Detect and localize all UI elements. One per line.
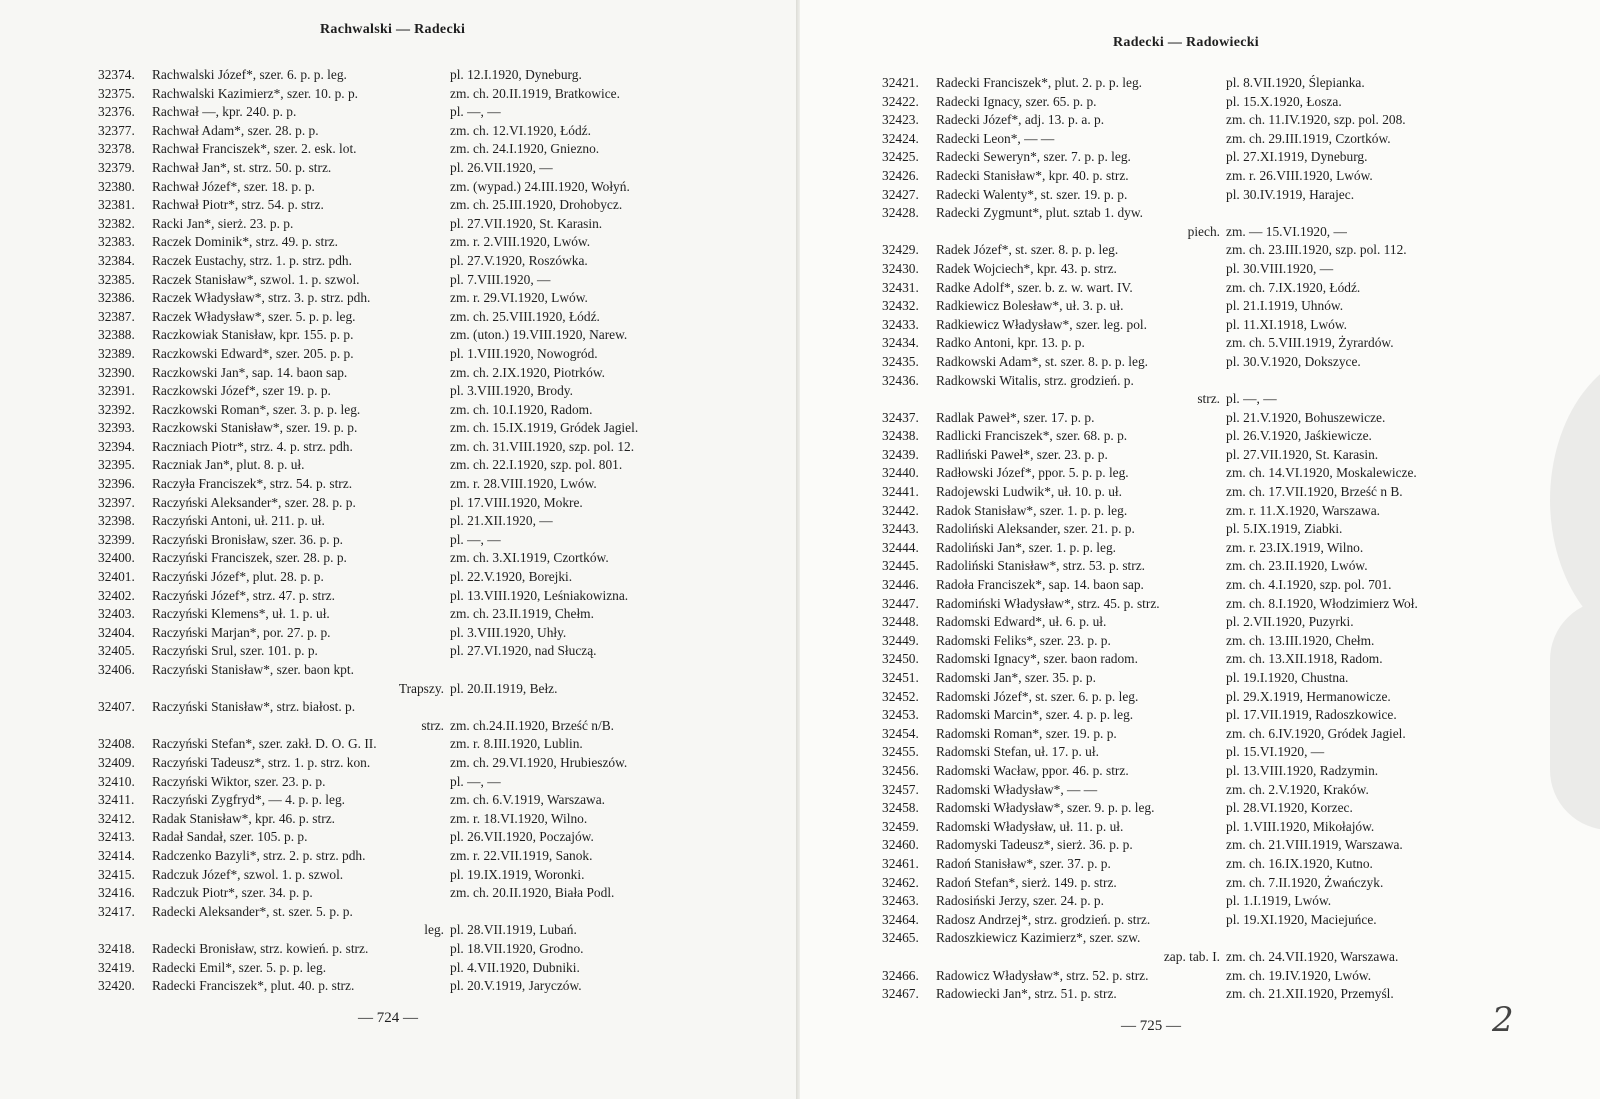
entry-number: 32418. (98, 940, 135, 956)
entry-fate: zm. ch. 7.II.1920, Żwańczyk. (1226, 874, 1384, 890)
entry-person: Radoła Franciszek*, sap. 14. baon sap. (936, 577, 1144, 593)
entry-person: Radomski Władysław*, szer. 9. p. p. leg. (936, 800, 1155, 816)
entry-fate: zm. ch. 15.IX.1919, Gródek Jagiel. (450, 420, 639, 436)
entry-person: Raczek Dominik*, strz. 49. p. strz. (152, 234, 338, 250)
entry-person: Radosz Andrzej*, strz. grodzień. p. strz. (936, 911, 1151, 927)
entry-fate: pl. 22.V.1920, Borejki. (450, 569, 573, 585)
entry-person: Raczkowiak Stanisław, kpr. 155. p. p. (152, 327, 354, 343)
entry-number: 32403. (98, 606, 135, 622)
entry-person: Radoliński Jan*, szer. 1. p. p. leg. (936, 539, 1117, 555)
entry-fate: zm. ch. 12.VI.1920, Łódź. (450, 122, 591, 138)
entry-person: Raczyński Stanisław*, strz. białost. p. (152, 699, 356, 715)
entry-number: 32438. (882, 428, 919, 444)
entry-fate: zm. ch. 23.II.1919, Chełm. (450, 606, 594, 622)
entry-person: Radoń Stanisław*, szer. 37. p. p. (936, 855, 1111, 871)
entry-person: Raczkowski Jan*, sap. 14. baon sap. (152, 364, 348, 380)
entry-fate: zm. ch. 20.II.1919, Bratkowice. (450, 85, 620, 101)
entry-fate: pl. —, — (450, 531, 501, 547)
entry-person: Radecki Franciszek*, plut. 2. p. p. leg. (936, 75, 1143, 90)
entry-fate: zm. ch. 14.VI.1920, Moskalewicze. (1226, 465, 1417, 481)
entry-number: 32391. (98, 383, 135, 399)
entry-fate: zm. r. 8.III.1920, Lublin. (450, 736, 583, 752)
entry-fate: zm. ch. 2.IX.1920, Piotrków. (450, 364, 605, 380)
watermark-stamp-icon (1460, 270, 1600, 830)
entry-person: Radkiewicz Bolesław*, uł. 3. p. uł. (936, 298, 1124, 314)
entry-person: Radomski Feliks*, szer. 23. p. p. (936, 632, 1111, 648)
entry-fate: pl. 26.VII.1920, — (450, 159, 553, 175)
entry-number: 32408. (98, 736, 135, 752)
entry-fate: zm. ch. 25.III.1920, Drohobycz. (450, 197, 623, 213)
entry-number: 32417. (98, 903, 135, 919)
entry-person: Raczyński Stefan*, szer. zakł. D. O. G. II. (152, 736, 377, 752)
entry-number: 32395. (98, 457, 135, 473)
entry-fate: pl. 19.I.1920, Chustna. (1226, 670, 1349, 685)
entry-number: 32449. (882, 632, 919, 648)
entry-number: 32394. (98, 438, 135, 454)
entry-number: 32413. (98, 829, 135, 845)
entry-number: 32435. (882, 353, 919, 369)
entry-person: Rachwał —, kpr. 240. p. p. (152, 104, 297, 120)
entry-number: 32460. (882, 837, 919, 853)
entry-number: 32422. (882, 93, 919, 109)
entry-continuation: strz. (1197, 391, 1220, 407)
entry-person: Radecki Seweryn*, szer. 7. p. p. leg. (936, 149, 1131, 165)
entry-number: 32398. (98, 513, 135, 529)
entry-fate: pl. 11.XI.1918, Lwów. (1226, 316, 1347, 332)
entry-fate: pl. —, — (1226, 391, 1277, 407)
entry-number: 32445. (882, 558, 919, 574)
entry-person: Radoń Stefan*, sierż. 149. p. strz. (936, 874, 1117, 890)
entry-person: Radomski Władysław, uł. 11. p. uł. (936, 818, 1124, 834)
entry-fate: pl. 21.XII.1920, — (450, 513, 553, 529)
entry-number: 32387. (98, 308, 135, 324)
entry-number: 32379. (98, 159, 135, 175)
entry-person: Radał Sandał, szer. 105. p. p. (152, 829, 308, 845)
entry-fate: zm. r. 11.X.1920, Warszawa. (1226, 502, 1380, 518)
entry-continuation: leg. (424, 922, 444, 938)
entry-fate: pl. 21.V.1920, Bohuszewicze. (1226, 409, 1386, 425)
entry-fate: pl. 27.V.1920, Roszówka. (450, 252, 588, 268)
entry-fate: pl. 28.VI.1920, Korzec. (1226, 800, 1353, 816)
entry-person: Radomski Józef*, st. szer. 6. p. p. leg. (936, 688, 1139, 704)
entry-fate: zm. r. 26.VIII.1920, Lwów. (1226, 167, 1373, 183)
entry-number: 32400. (98, 550, 135, 566)
entry-continuation: Trapszy. (398, 680, 444, 696)
entry-fate: pl. 1.VIII.1920, Mikołajów. (1226, 818, 1375, 834)
entry-person: Rachwał Jan*, st. strz. 50. p. strz. (152, 159, 332, 175)
entry-person: Raczek Eustachy, strz. 1. p. strz. pdh. (152, 252, 352, 268)
entry-fate: pl. 27.VI.1920, nad Słuczą. (450, 643, 597, 659)
entry-person: Radecki Walenty*, st. szer. 19. p. p. (936, 186, 1128, 202)
handwritten-mark: 2 (1492, 1000, 1514, 1040)
entry-person: Radecki Aleksander*, st. szer. 5. p. p. (152, 903, 353, 919)
entry-number: 32384. (98, 252, 135, 268)
entry-fate: pl. 15.VI.1920, — (1226, 744, 1325, 760)
entry-person: Radoliński Stanisław*, strz. 53. p. strz. (936, 558, 1146, 574)
entry-fate: pl. 27.VII.1920, St. Karasin. (1226, 446, 1379, 462)
entry-fate: pl. 13.VIII.1920, Leśniakowizna. (450, 587, 629, 603)
entry-person: Radecki Ignacy, szer. 65. p. p. (936, 93, 1097, 109)
entry-number: 32399. (98, 531, 135, 547)
entry-person: Radczenko Bazyli*, strz. 2. p. strz. pdh. (152, 847, 366, 863)
entry-number: 32448. (882, 614, 919, 630)
entry-number: 32397. (98, 494, 135, 510)
entry-person: Rachwał Franciszek*, szer. 2. esk. lot. (152, 141, 357, 157)
entry-number: 32442. (882, 502, 919, 518)
entry-person: Radlak Paweł*, szer. 17. p. p. (936, 409, 1095, 425)
entry-person: Raczek Władysław*, strz. 3. p. strz. pdh. (152, 290, 371, 306)
entry-fate: pl. 17.VII.1919, Radoszkowice. (1226, 707, 1397, 723)
entry-person: Raczkowski Roman*, szer. 3. p. p. leg. (152, 401, 361, 417)
entry-number: 32430. (882, 260, 919, 276)
entry-person: Racki Jan*, sierż. 23. p. p. (152, 215, 294, 231)
entry-number: 32433. (882, 316, 919, 332)
entry-fate: pl. 2.VII.1920, Puzyrki. (1226, 614, 1354, 630)
entry-number: 32467. (882, 986, 919, 1002)
entry-fate: pl. 1.I.1919, Lwów. (1226, 893, 1332, 909)
entry-number: 32465. (882, 930, 919, 946)
entry-person: Radecki Bronisław, strz. kowień. p. strz. (152, 940, 369, 956)
entry-number: 32451. (882, 670, 919, 685)
entry-number: 32441. (882, 484, 919, 500)
entry-fate: pl. 4.VII.1920, Dubniki. (450, 959, 580, 975)
entry-person: Radecki Emil*, szer. 5. p. p. leg. (152, 959, 327, 975)
entry-fate: pl. 30.VIII.1920, — (1226, 260, 1334, 276)
entry-fate: pl. 19.XI.1920, Maciejuńce. (1226, 911, 1377, 927)
entry-number: 32464. (882, 911, 919, 927)
entry-person: Radomski Roman*, szer. 19. p. p. (936, 725, 1117, 741)
entry-person: Radok Stanisław*, szer. 1. p. p. leg. (936, 502, 1128, 518)
entry-fate: pl. 17.VIII.1920, Mokre. (450, 494, 583, 510)
entry-number: 32446. (882, 577, 919, 593)
entry-person: Radłowski Józef*, ppor. 5. p. p. leg. (936, 465, 1129, 481)
page-number-left: — 724 — (358, 1010, 418, 1026)
running-head-left: Rachwalski — Radecki (320, 22, 466, 37)
entry-person: Radoszkiewicz Kazimierz*, szer. szw. (936, 930, 1141, 946)
entry-number: 32404. (98, 624, 135, 640)
entry-number: 32410. (98, 773, 135, 789)
entry-number: 32458. (882, 800, 919, 816)
entry-person: Radojewski Ludwik*, uł. 10. p. uł. (936, 484, 1122, 500)
entry-person: Raczyński Marjan*, por. 27. p. p. (152, 624, 331, 640)
entry-fate: zm. (uton.) 19.VIII.1920, Narew. (450, 327, 628, 343)
entry-number: 32402. (98, 587, 135, 603)
entry-person: Raczyński Józef*, plut. 28. p. p. (152, 569, 324, 585)
entry-number: 32374. (98, 67, 135, 82)
entry-person: Radecki Zygmunt*, plut. sztab 1. dyw. (936, 205, 1144, 221)
entry-fate: zm. r. 18.VI.1920, Wilno. (450, 810, 588, 826)
entry-number: 32457. (882, 781, 919, 797)
entry-number: 32406. (98, 662, 135, 677)
entry-number: 32447. (882, 595, 919, 611)
entry-person: Raczek Władysław*, szer. 5. p. p. leg. (152, 308, 356, 324)
entry-number: 32377. (98, 122, 135, 138)
entry-number: 32383. (98, 234, 135, 250)
entry-fate: pl. 30.IV.1919, Harajec. (1226, 186, 1355, 202)
entry-person: Raczyński Bronisław, szer. 36. p. p. (152, 531, 344, 547)
entry-number: 32393. (98, 420, 135, 436)
entry-person: Radczuk Józef*, szwol. 1. p. szwol. (152, 866, 344, 882)
entry-person: Raczyński Franciszek, szer. 28. p. p. (152, 550, 347, 566)
entry-fate: pl. 29.X.1919, Hermanowicze. (1226, 688, 1391, 704)
entry-number: 32407. (98, 699, 135, 715)
entry-number: 32381. (98, 197, 135, 213)
entry-number: 32423. (882, 112, 919, 128)
entry-person: Rachwalski Kazimierz*, szer. 10. p. p. (152, 85, 359, 101)
entry-fate: zm. ch. 22.I.1920, szp. pol. 801. (450, 457, 623, 473)
entry-fate: zm. ch. 20.II.1920, Biała Podl. (450, 885, 615, 901)
entry-number: 32392. (98, 401, 135, 417)
entry-fate: pl. 8.VII.1920, Ślepianka. (1226, 75, 1365, 90)
entry-person: Rachwał Piotr*, strz. 54. p. strz. (152, 197, 324, 213)
entry-person: Rachwalski Józef*, szer. 6. p. p. leg. (152, 67, 347, 82)
entry-person: Radowiecki Jan*, strz. 51. p. strz. (936, 986, 1117, 1002)
entry-fate: pl. 28.VII.1919, Lubań. (450, 922, 577, 938)
entry-number: 32429. (882, 242, 919, 258)
entry-person: Radomski Marcin*, szer. 4. p. p. leg. (936, 707, 1134, 723)
entry-fate: pl. 18.VII.1920, Grodno. (450, 940, 584, 956)
entry-fate: zm. ch. 11.IV.1920, szp. pol. 208. (1226, 112, 1406, 128)
entry-fate: zm. ch. 10.I.1920, Radom. (450, 401, 593, 417)
entry-fate: zm. ch. 6.IV.1920, Gródek Jagiel. (1226, 725, 1406, 741)
entry-number: 32462. (882, 874, 919, 890)
entry-number: 32432. (882, 298, 919, 314)
entry-person: Radomyski Tadeusz*, sierż. 36. p. p. (936, 837, 1133, 853)
entry-person: Radecki Stanisław*, kpr. 40. p. strz. (936, 167, 1129, 183)
entry-number: 32420. (98, 978, 135, 994)
entry-fate: pl. 20.V.1919, Jaryczów. (450, 978, 582, 994)
entry-person: Raczyński Klemens*, uł. 1. p. uł. (152, 606, 330, 622)
entry-fate: pl. —, — (450, 773, 501, 789)
entry-person: Radomski Stefan, uł. 17. p. uł. (936, 744, 1099, 760)
page-number-right: — 725 — (1121, 1018, 1181, 1034)
entry-number: 32386. (98, 290, 135, 306)
entry-fate: pl. 12.I.1920, Dyneburg. (450, 67, 582, 82)
entry-number: 32378. (98, 141, 135, 157)
entry-fate: pl. 19.IX.1919, Woronki. (450, 866, 585, 882)
entry-fate: zm. r. 23.IX.1919, Wilno. (1226, 539, 1364, 555)
entry-person: Radliński Paweł*, szer. 23. p. p. (936, 446, 1108, 462)
entry-fate: zm. ch. 23.III.1920, szp. pol. 112. (1226, 242, 1407, 258)
entry-number: 32455. (882, 744, 919, 760)
entry-fate: pl. 3.VIII.1920, Brody. (450, 383, 573, 399)
entry-fate: pl. 27.XI.1919, Dyneburg. (1226, 149, 1368, 165)
entry-fate: zm. ch. 16.IX.1920, Kutno. (1226, 855, 1373, 871)
entry-person: Radosiński Jerzy, szer. 24. p. p. (936, 893, 1104, 909)
entry-person: Raczyński Antoni, uł. 211. p. uł. (152, 513, 325, 529)
entry-fate: zm. r. 29.VI.1920, Lwów. (450, 290, 588, 306)
entry-fate: zm. ch. 17.VII.1920, Brześć n B. (1226, 484, 1403, 500)
entry-person: Radko Antoni, kpr. 13. p. p. (936, 335, 1085, 351)
entry-fate: zm. ch. 23.II.1920, Lwów. (1226, 558, 1368, 574)
entry-fate: zm. ch. 25.VIII.1920, Łódź. (450, 308, 600, 324)
entry-number: 32425. (882, 149, 919, 165)
entry-person: Radkiewicz Władysław*, szer. leg. pol. (936, 316, 1147, 332)
entry-number: 32380. (98, 178, 135, 194)
entry-number: 32409. (98, 754, 135, 770)
entry-fate: zm. ch. 2.V.1920, Kraków. (1226, 781, 1369, 797)
entry-number: 32382. (98, 215, 135, 231)
entry-number: 32426. (882, 167, 919, 183)
entry-fate: zm. ch. 19.IV.1920, Lwów. (1226, 967, 1372, 983)
entry-person: Radkowski Witalis, strz. grodzień. p. (936, 372, 1134, 388)
entry-number: 32461. (882, 855, 919, 871)
entry-continuation: piech. (1187, 223, 1220, 239)
entry-number: 32390. (98, 364, 135, 380)
entry-number: 32427. (882, 186, 919, 202)
entry-person: Raczyński Zygfryd*, — 4. p. p. leg. (152, 792, 346, 808)
entry-person: Radomski Edward*, uł. 6. p. uł. (936, 614, 1107, 630)
entry-person: Raczkowski Józef*, szer 19. p. p. (152, 383, 331, 399)
entry-fate: zm. ch. 31.VIII.1920, szp. pol. 12. (450, 438, 635, 454)
entry-fate: pl. 1.VIII.1920, Nowogród. (450, 345, 598, 361)
entry-fate: zm. ch. 29.III.1919, Czortków. (1226, 130, 1391, 146)
entry-fate: pl. 30.V.1920, Dokszyce. (1226, 353, 1361, 369)
entry-fate: zm. ch. 4.I.1920, szp. pol. 701. (1226, 577, 1392, 593)
entry-person: Radowicz Władysław*, strz. 52. p. strz. (936, 967, 1149, 983)
entry-number: 32414. (98, 847, 135, 863)
entry-number: 32454. (882, 725, 919, 741)
entry-number: 32459. (882, 818, 919, 834)
entry-number: 32389. (98, 345, 135, 361)
entry-fate: pl. 7.VIII.1920, — (450, 271, 551, 287)
entry-fate: zm. ch. 21.XII.1920, Przemyśl. (1226, 986, 1394, 1002)
entry-number: 32421. (882, 75, 919, 90)
entry-number: 32452. (882, 688, 919, 704)
entry-fate: pl. 27.VII.1920, St. Karasin. (450, 215, 603, 231)
entry-number: 32405. (98, 643, 135, 659)
entry-person: Raczyński Wiktor, szer. 23. p. p. (152, 773, 326, 789)
entry-fate: zm. ch. 3.XI.1919, Czortków. (450, 550, 609, 566)
entry-person: Radek Józef*, st. szer. 8. p. p. leg. (936, 242, 1119, 258)
entry-number: 32419. (98, 959, 135, 975)
entry-person: Raczyński Józef*, strz. 47. p. strz. (152, 587, 335, 603)
entry-fate: zm. r. 28.VIII.1920, Lwów. (450, 476, 597, 492)
entry-person: Radomiński Władysław*, strz. 45. p. strz. (936, 595, 1160, 611)
entry-person: Radomski Jan*, szer. 35. p. p. (936, 670, 1096, 685)
entry-fate: pl. 26.V.1920, Jaśkiewicze. (1226, 428, 1372, 444)
entry-fate: pl. 20.II.1919, Bełz. (450, 680, 558, 696)
entry-number: 32439. (882, 446, 919, 462)
entry-number: 32415. (98, 866, 135, 882)
entry-fate: zm. — 15.VI.1920, — (1226, 223, 1347, 239)
entry-number: 32396. (98, 476, 135, 492)
entry-person: Raczkowski Stanisław*, szer. 19. p. p. (152, 420, 358, 436)
entry-person: Radkowski Adam*, st. szer. 8. p. p. leg. (936, 353, 1148, 369)
entry-number: 32440. (882, 465, 919, 481)
right-page (800, 0, 1600, 1099)
entry-person: Raczniak Jan*, plut. 8. p. uł. (152, 457, 305, 473)
entry-number: 32436. (882, 372, 919, 388)
entry-number: 32411. (98, 792, 135, 808)
entry-person: Raczyński Aleksander*, szer. 28. p. p. (152, 494, 356, 510)
entry-fate: zm. ch. 13.XII.1918, Radom. (1226, 651, 1383, 667)
entry-fate: zm. ch. 29.VI.1920, Hrubieszów. (450, 754, 628, 770)
entry-number: 32388. (98, 327, 135, 343)
entry-number: 32428. (882, 205, 919, 221)
entry-person: Radczuk Piotr*, szer. 34. p. p. (152, 885, 313, 901)
entry-fate: zm. ch. 24.I.1920, Gniezno. (450, 141, 600, 157)
entry-person: Radoliński Aleksander, szer. 21. p. p. (936, 521, 1135, 537)
entry-fate: zm. ch. 7.IX.1920, Łódź. (1226, 279, 1361, 295)
entry-person: Raczniach Piotr*, strz. 4. p. strz. pdh. (152, 438, 353, 454)
entry-person: Radlicki Franciszek*, szer. 68. p. p. (936, 428, 1128, 444)
entry-number: 32450. (882, 651, 919, 667)
entry-number: 32376. (98, 104, 135, 120)
entry-fate: zm. ch.24.II.1920, Brześć n/B. (450, 717, 614, 733)
entry-number: 32456. (882, 762, 919, 778)
entry-person: Radecki Franciszek*, plut. 40. p. strz. (152, 978, 355, 994)
entry-person: Radek Wojciech*, kpr. 43. p. strz. (936, 260, 1117, 276)
entry-number: 32385. (98, 271, 135, 287)
entry-person: Radke Adolf*, szer. b. z. w. wart. IV. (936, 279, 1133, 295)
entry-person: Raczyński Srul, szer. 101. p. p. (152, 643, 318, 659)
entry-fate: zm. r. 22.VII.1919, Sanok. (450, 847, 593, 863)
entry-person: Rachwał Adam*, szer. 28. p. p. (152, 122, 319, 138)
entry-continuation: zap. tab. I. (1163, 948, 1220, 964)
entry-number: 32412. (98, 810, 135, 826)
entry-fate: pl. 15.X.1920, Łosza. (1226, 93, 1342, 109)
entry-number: 32416. (98, 885, 135, 901)
entry-fate: pl. 5.IX.1919, Ziabki. (1226, 521, 1343, 537)
entry-fate: pl. —, — (450, 104, 501, 120)
entry-person: Raczyński Tadeusz*, strz. 1. p. strz. kon. (152, 754, 371, 770)
entry-person: Raczyła Franciszek*, strz. 54. p. strz. (152, 476, 353, 492)
entry-person: Raczek Stanisław*, szwol. 1. p. szwol. (152, 271, 360, 287)
entry-fate: pl. 21.I.1919, Uhnów. (1226, 298, 1344, 314)
entry-number: 32375. (98, 85, 135, 101)
entry-fate: pl. 13.VIII.1920, Radzymin. (1226, 762, 1379, 778)
entry-fate: pl. 3.VIII.1920, Uhły. (450, 624, 567, 640)
entry-fate: zm. ch. 6.V.1919, Warszawa. (450, 792, 605, 808)
entry-fate: zm. ch. 8.I.1920, Włodzimierz Woł. (1226, 595, 1418, 611)
entry-fate: pl. 26.VII.1920, Poczajów. (450, 829, 594, 845)
entry-number: 32444. (882, 539, 919, 555)
entry-number: 32466. (882, 967, 919, 983)
entry-number: 32424. (882, 130, 919, 146)
running-head-right: Radecki — Radowiecki (1113, 35, 1259, 50)
entry-continuation: strz. (421, 717, 444, 733)
entry-number: 32437. (882, 409, 919, 425)
entry-person: Radomski Wacław, ppor. 46. p. strz. (936, 762, 1129, 778)
entry-fate: zm. ch. 21.VIII.1919, Warszawa. (1226, 837, 1403, 853)
entry-number: 32431. (882, 279, 919, 295)
entry-person: Radecki Józef*, adj. 13. p. a. p. (936, 112, 1105, 128)
entry-number: 32434. (882, 335, 919, 351)
entry-fate: zm. ch. 5.VIII.1919, Żyrardów. (1226, 335, 1394, 351)
entry-fate: zm. (wypad.) 24.III.1920, Wołyń. (450, 178, 630, 194)
entry-fate: zm. ch. 24.VII.1920, Warszawa. (1226, 948, 1399, 964)
entry-person: Raczyński Stanisław*, szer. baon kpt. (152, 662, 354, 677)
entry-person: Radomski Ignacy*, szer. baon radom. (936, 651, 1138, 667)
entry-number: 32453. (882, 707, 919, 723)
entry-person: Radak Stanisław*, kpr. 46. p. strz. (152, 810, 335, 826)
entry-person: Radomski Władysław*, — — (936, 781, 1098, 797)
entry-fate: zm. r. 2.VIII.1920, Lwów. (450, 234, 591, 250)
entry-number: 32401. (98, 569, 135, 585)
entry-number: 32463. (882, 893, 919, 909)
entry-person: Radecki Leon*, — — (936, 130, 1055, 146)
entry-fate: zm. ch. 13.III.1920, Chełm. (1226, 632, 1375, 648)
entry-person: Raczkowski Edward*, szer. 205. p. p. (152, 345, 354, 361)
entry-number: 32443. (882, 521, 919, 537)
entry-person: Rachwał Józef*, szer. 18. p. p. (152, 178, 315, 194)
